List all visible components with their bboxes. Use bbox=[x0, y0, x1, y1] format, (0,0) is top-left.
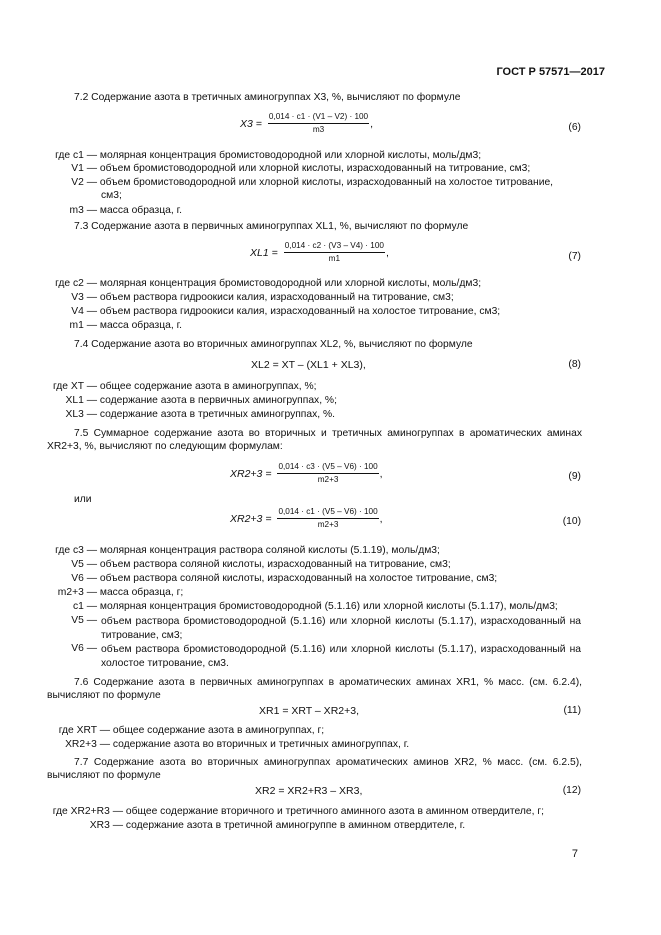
definition-text: содержание азота во вторичных и третичных аминогруппах, г. bbox=[112, 739, 410, 750]
definition-row bbox=[47, 820, 465, 832]
definition-text: объем раствора гидроокиси калия, израсходованный на холостое титрование, см3; bbox=[99, 306, 501, 317]
definition-text: общее содержание вторичного и третичного аминного азота в аминном отвердителе, г; bbox=[125, 806, 544, 817]
definition-label: V2 — bbox=[71, 177, 97, 188]
formula-9-denominator: m2+3 bbox=[317, 475, 339, 484]
definition-label: V5 — bbox=[71, 615, 97, 626]
definition-row bbox=[47, 725, 324, 737]
definition-row bbox=[47, 150, 481, 162]
formula-9-numerator: 0,014 · c3 · (V5 – V6) · 100 bbox=[277, 462, 378, 474]
definition-row bbox=[47, 163, 530, 175]
definition-row bbox=[47, 559, 451, 571]
section-7-4-intro: 7.4 Содержание азота во вторичных аминогруппах XL2, %, вычисляют по формуле bbox=[74, 339, 473, 350]
formula-7-lhs: XL1 = bbox=[250, 246, 278, 259]
definition-label: c1 — bbox=[72, 601, 97, 612]
definition-text: масса образца, г. bbox=[99, 205, 182, 216]
definition-continuation: см3; bbox=[101, 190, 122, 201]
definition-text: общее содержание азота в аминогруппах, г; bbox=[112, 725, 325, 736]
formula-12: XR2 = XR2+R3 – XR3, bbox=[255, 785, 363, 797]
definition-text: объем бромистоводородной или хлорной кислоты, израсходованный на титрование, см3; bbox=[99, 163, 531, 174]
definition-text: масса образца, г; bbox=[99, 587, 184, 598]
definition-label: m3 — bbox=[69, 205, 97, 216]
formula-7-rest: , bbox=[385, 246, 389, 259]
definition-row bbox=[47, 320, 182, 332]
formula-11: XR1 = XRT – XR2+3, bbox=[259, 705, 360, 717]
definition-label: m2+3 — bbox=[57, 587, 97, 598]
definition-label: V5 — bbox=[71, 559, 97, 570]
definition-row bbox=[47, 409, 335, 421]
formula-6-lhs: X3 = bbox=[240, 117, 262, 130]
definition-label: V6 — bbox=[71, 573, 97, 584]
section-7-7-intro: 7.7 Содержание азота во вторичных аминогруппах ароматических аминов XR2, % масс. (см. 6.2.5), вычисляют по формуле bbox=[47, 757, 582, 781]
formula-8: XL2 = XT – (XL1 + XL3), bbox=[251, 359, 366, 371]
document-header: ГОСТ Р 57571—2017 bbox=[496, 66, 605, 78]
formula-6-denominator: m3 bbox=[312, 125, 325, 134]
definition-row bbox=[47, 205, 182, 217]
definition-text: объем раствора бромистоводородной (5.1.16) или хлорной кислоты (5.1.17), израсходованный на титрование, см3; bbox=[101, 616, 581, 641]
definition-row bbox=[47, 381, 317, 393]
definition-text: молярная концентрация бромистоводородной или хлорной кислоты, моль/дм3; bbox=[99, 278, 482, 289]
definition-label: где c3 — bbox=[55, 545, 97, 556]
definition-label: V6 — bbox=[71, 643, 97, 654]
equation-number-10: (10) bbox=[562, 516, 581, 527]
formula-10-rest: , bbox=[379, 512, 383, 525]
formula-10 bbox=[230, 507, 383, 530]
definition-text: содержание азота в третичной аминогруппе в аминном отвердителе, г. bbox=[125, 820, 466, 831]
formula-9-lhs: XR2+3 = bbox=[230, 467, 272, 480]
equation-number-6: (6) bbox=[568, 122, 581, 133]
definition-label: где XT — bbox=[52, 381, 97, 392]
formula-7-numerator: 0,014 · c2 · (V3 – V4) · 100 bbox=[284, 241, 385, 253]
equation-number-11: (11) bbox=[563, 705, 581, 716]
definition-text: объем раствора бромистоводородной (5.1.16) или хлорной кислоты (5.1.17), израсходованный на холостое титрование, см3. bbox=[101, 644, 581, 669]
equation-number-7: (7) bbox=[568, 251, 581, 262]
definition-row bbox=[47, 292, 454, 304]
formula-6-numerator: 0,014 · c1 · (V1 – V2) · 100 bbox=[268, 112, 369, 124]
definition-row bbox=[47, 573, 497, 585]
definition-text: молярная концентрация бромистоводородной (5.1.16) или хлорной кислоты (5.1.17), моль/дм3; bbox=[99, 601, 558, 612]
definition-label: XR3 — bbox=[89, 820, 123, 831]
definition-row bbox=[47, 177, 553, 189]
page-number: 7 bbox=[571, 848, 578, 860]
formula-6-rest: , bbox=[370, 117, 374, 130]
definition-row bbox=[47, 306, 500, 318]
formula-9-rest: , bbox=[379, 467, 383, 480]
definition-label: V1 — bbox=[71, 163, 97, 174]
definition-label: где XR2+R3 — bbox=[52, 806, 123, 817]
formula-10-denominator: m2+3 bbox=[317, 520, 339, 529]
equation-number-9: (9) bbox=[568, 471, 581, 482]
definition-label: m1 — bbox=[69, 320, 97, 331]
section-7-2-intro: 7.2 Содержание азота в третичных аминогруппах X3, %, вычисляют по формуле bbox=[74, 92, 461, 103]
equation-number-8: (8) bbox=[568, 359, 581, 370]
formula-7-denominator: m1 bbox=[328, 254, 341, 263]
definition-text: молярная концентрация раствора соляной кислоты (5.1.19), моль/дм3; bbox=[99, 545, 440, 556]
definition-row bbox=[47, 545, 440, 557]
definition-row bbox=[47, 587, 183, 599]
formula-9 bbox=[230, 462, 383, 485]
definition-label: XL3 — bbox=[65, 409, 97, 420]
definition-text: содержание азота в третичных аминогруппах, %. bbox=[99, 409, 335, 420]
or-connector: или bbox=[74, 494, 92, 505]
definition-label: XL1 — bbox=[65, 395, 97, 406]
definition-label: где c2 — bbox=[55, 278, 97, 289]
definition-row bbox=[47, 806, 544, 818]
section-7-5-intro: 7.5 Суммарное содержание азота во вторичных и третичных аминогруппах в ароматических аминах XR2+3, %, вычисляют по следующим формулам: bbox=[47, 428, 582, 452]
definition-text: объем бромистоводородной или хлорной кислоты, израсходованный на холостое титрование, bbox=[99, 177, 554, 188]
definition-row bbox=[47, 739, 409, 751]
definition-text: молярная концентрация бромистоводородной или хлорной кислоты, моль/дм3; bbox=[99, 150, 482, 161]
definition-row bbox=[47, 615, 581, 643]
section-7-3-intro: 7.3 Содержание азота в первичных аминогруппах XL1, %, вычисляют по формуле bbox=[74, 221, 469, 232]
definition-text: содержание азота в первичных аминогруппах, %; bbox=[99, 395, 337, 406]
section-7-6-intro: 7.6 Содержание азота в первичных аминогруппах в ароматических аминах XR1, % масс. (см. 6.2.4), вычисляют по формуле bbox=[47, 677, 582, 701]
definition-row bbox=[47, 601, 558, 613]
definition-row bbox=[47, 395, 337, 407]
definition-text: объем раствора соляной кислоты, израсходованный на титрование, см3; bbox=[99, 559, 451, 570]
definition-row bbox=[47, 643, 581, 671]
definition-label: V4 — bbox=[71, 306, 97, 317]
formula-7 bbox=[250, 241, 389, 264]
definition-text: объем раствора гидроокиси калия, израсходованный на титрование, см3; bbox=[99, 292, 454, 303]
definition-label: XR2+3 — bbox=[65, 739, 110, 750]
formula-6 bbox=[240, 112, 373, 135]
definition-text: объем раствора соляной кислоты, израсходованный на холостое титрование, см3; bbox=[99, 573, 498, 584]
formula-10-lhs: XR2+3 = bbox=[230, 512, 272, 525]
formula-10-numerator: 0,014 · c1 · (V5 – V6) · 100 bbox=[277, 507, 378, 519]
definition-text: общее содержание азота в аминогруппах, %; bbox=[99, 381, 317, 392]
definition-label: V3 — bbox=[71, 292, 97, 303]
definition-label: где c1 — bbox=[55, 150, 97, 161]
definition-text: масса образца, г. bbox=[99, 320, 182, 331]
definition-label: где XRT — bbox=[58, 725, 110, 736]
equation-number-12: (12) bbox=[562, 785, 581, 796]
definition-row bbox=[47, 278, 481, 290]
